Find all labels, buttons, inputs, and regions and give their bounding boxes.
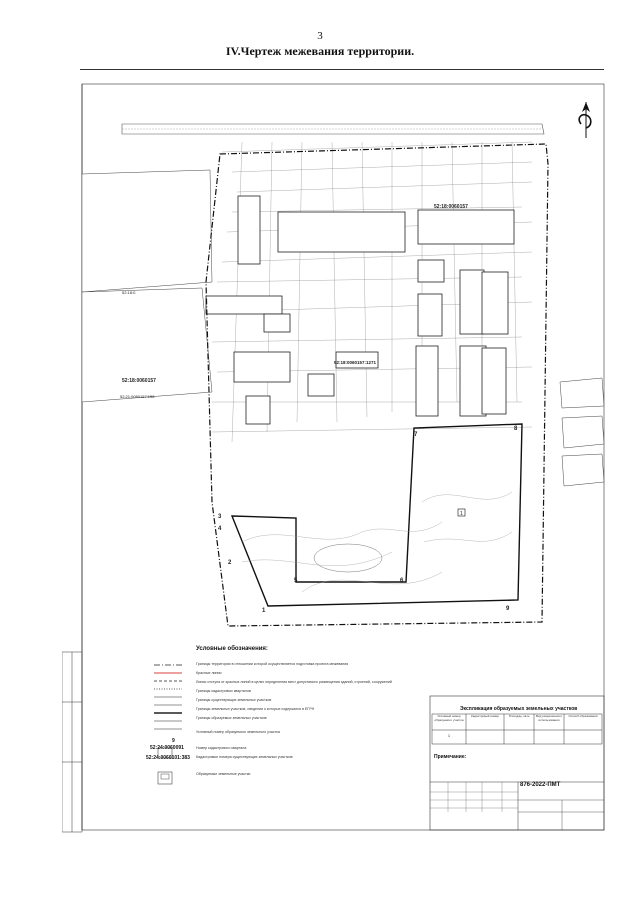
legend-row: Кадастровые номера существующих земельных участков <box>196 755 293 759</box>
point-3: 3 <box>218 514 222 520</box>
parcel-main-label: 52:18:0060157 <box>434 204 468 210</box>
point-5: 5 <box>294 578 298 584</box>
point-6: 6 <box>400 578 404 584</box>
parcel-center-label: 52:18:0060157:1271 <box>334 360 377 365</box>
legend-row: Номер кадастрового квартала <box>196 746 247 750</box>
point-8: 8 <box>514 426 518 432</box>
explication-title: Экспликация образуемых земельных участков <box>460 706 578 712</box>
legend-code-quarter: 52:24:0060091 <box>150 745 184 751</box>
page-title: IV.Чертеж межевания территории. <box>225 44 415 58</box>
legend-code-parcel: 52:24:0060101:383 <box>146 755 190 761</box>
page-number: 3 <box>317 30 323 42</box>
point-2: 2 <box>228 560 232 566</box>
explication-header-1: Условный номер образуемого участка <box>434 715 464 722</box>
legend-row: Границы образуемых земельных участков <box>196 716 267 720</box>
parcel-left-label: 52:18:0060157 <box>122 378 156 384</box>
legend-row: Условный номер образуемого земельного участка <box>196 730 280 734</box>
legend-title: Условные обозначения: <box>196 646 268 652</box>
zone-label: 1 <box>460 511 463 517</box>
point-7: 7 <box>414 432 418 438</box>
point-4: 4 <box>218 526 222 532</box>
notes-label: Примечание: <box>434 754 467 760</box>
parcel-left-sub-label: 52:21:0060157:158 <box>120 394 155 399</box>
header-rule <box>80 69 604 70</box>
legend-row: Границы кадастровых кварталов <box>196 689 251 693</box>
legend-row: Границы существующих земельных участков <box>196 698 272 702</box>
parcel-left-top-label: 52:18:0 <box>122 290 136 295</box>
explication-header-3: Площадь, кв.м <box>508 715 530 718</box>
legend-code-number: 9 <box>172 738 175 744</box>
legend-row: Образуемые земельные участки <box>196 772 251 776</box>
legend-row: Линии отступа от красных линий в целях определения мест допустимого размещения зданий, строений, сооружений <box>196 680 392 684</box>
legend-row: Границы земельных участков, сведения о которых содержатся в ЕГРН <box>196 707 315 711</box>
explication-header-5: Способ образования <box>568 715 598 718</box>
legend-row: Границы территории в отношении которой осуществляется подготовка проекта межевания <box>196 662 349 666</box>
explication-header-2: Кадастровый номер <box>470 715 500 718</box>
point-1: 1 <box>262 608 266 614</box>
north-arrow-icon <box>579 102 591 138</box>
legend-row: Красные линии <box>196 671 222 675</box>
stamp-code: 876-2022-ПМТ <box>520 782 561 788</box>
point-9: 9 <box>506 606 510 612</box>
explication-row-number: 1 <box>447 734 451 738</box>
explication-header-4: Вид разрешенного использования <box>535 715 563 722</box>
